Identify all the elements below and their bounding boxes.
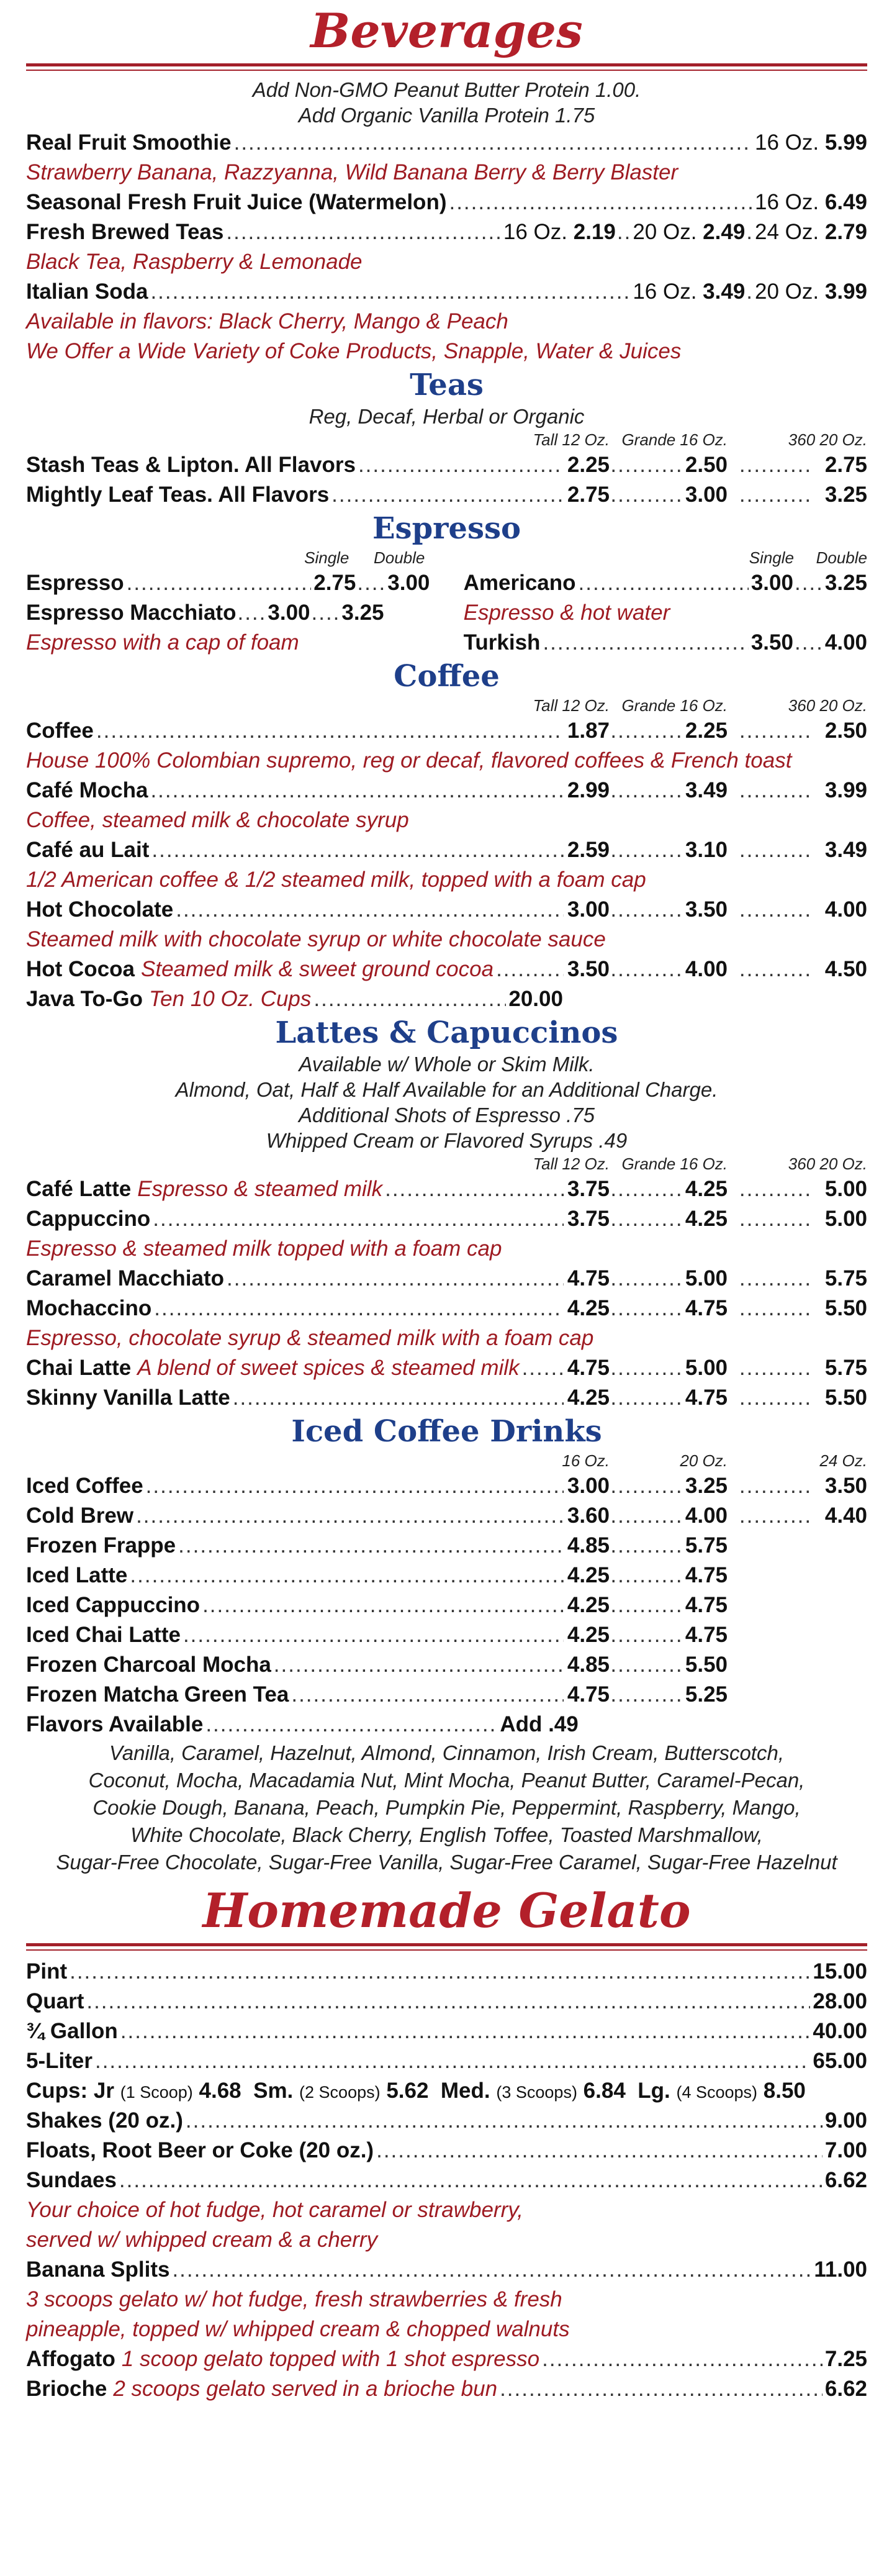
leader-dots [70, 1957, 810, 1987]
price-group [566, 1471, 867, 1501]
leader-dots: .......... [610, 1474, 683, 1498]
item-price-value: 9.00 [824, 2108, 867, 2133]
item-inline-desc: A blend of sweet spices & steamed milk [137, 1356, 520, 1380]
leader-dots: .......... [610, 778, 683, 802]
item-price: 3.50 [567, 957, 610, 981]
menu-row [26, 2046, 867, 2076]
item-name: Frozen Charcoal Mocha [26, 1653, 271, 1677]
item-price: 4.85 [567, 1533, 610, 1558]
item-price: 5.50 [824, 1296, 867, 1320]
item-inline-desc: Espresso & steamed milk [137, 1177, 383, 1201]
menu-row [26, 1264, 867, 1294]
item-price-value: 40.00 [813, 2019, 867, 2043]
teas-size-header: Tall 12 Oz. Grande 16 Oz. 360 20 Oz. [533, 430, 867, 449]
price-group [566, 835, 867, 865]
item-name: Floats, Root Beer or Coke (20 oz.) [26, 2138, 374, 2162]
item-price: 2.99 [567, 778, 610, 802]
leader-dots: .......... [610, 483, 683, 507]
item-price: 4.25 [567, 1386, 610, 1410]
empty-col [728, 1680, 867, 1710]
smoothie-desc: Strawberry Banana, Razzyanna, Wild Banana Berry & Berry Blaster [26, 160, 678, 184]
menu-row-cups: Cups: Jr (1 Scoop) 4.68 Sm. (2 Scoops) 5.62 Med. (3 Scoops) 6.84 Lg. (4 Scoops) 8.50 [26, 2079, 806, 2103]
menu-row [26, 1987, 867, 2016]
item-price: 4.25 [567, 1623, 610, 1647]
teas-desc: Black Tea, Raspberry & Lemonade [26, 250, 363, 274]
item-price: 5.00 [685, 1266, 728, 1290]
menu-row-americano: Americano ..... 3.00 .... 3.25 [464, 568, 867, 598]
item-price: 4.00 [685, 957, 728, 981]
gelato-rule [26, 1943, 867, 1951]
item-price: 4.75 [685, 1593, 728, 1617]
menu-row [26, 2136, 867, 2166]
leader-dots: .......... [610, 1296, 683, 1320]
price-group [566, 776, 867, 805]
leader-dots [130, 1561, 564, 1590]
menu-row [26, 1680, 867, 1710]
item-price: 4.50 [824, 957, 867, 981]
menu-row-flavors: Flavors Available ..... Add .49 [26, 1710, 867, 1739]
item-price [813, 2016, 867, 2046]
price-group [566, 1353, 867, 1383]
item-price: 2.50 [824, 719, 867, 743]
leader-dots [146, 1471, 564, 1501]
menu-row [26, 2106, 867, 2136]
price-group [566, 450, 867, 480]
menu-row [26, 776, 867, 805]
price-group [566, 1590, 867, 1620]
item-name: Hot Chocolate [26, 897, 174, 922]
leader-dots [186, 2106, 823, 2136]
leader-dots: .......... [739, 957, 813, 981]
menu-row [26, 1620, 867, 1650]
leader-dots [233, 1383, 564, 1413]
item-price: 2.25 [685, 719, 728, 743]
menu-row-espresso-macchiato: Espresso Macchiato .... 3.00 .... 3.25 [26, 601, 384, 625]
item-price-value: 65.00 [813, 2049, 867, 2073]
item-price: 4.25 [685, 1177, 728, 1201]
item-price: 4.25 [567, 1296, 610, 1320]
item-price: 4.75 [685, 1623, 728, 1647]
leader-dots [150, 776, 564, 805]
flavor-list: Vanilla, Caramel, Hazelnut, Almond, Cinnamon, Irish Cream, Butterscotch, Coconut, Mocha, Macadamia Nut, Mint Mocha, Peanut Butter, Caramel-Pecan, Cookie Dough, Banana, Peach, Pumpkin Pie, Peppermint, Raspberry, Mango, White Chocolate, Black Cherry, English Toffee, Toasted Marshmallow, Sugar-Free Chocolate, Sugar-Free Vanilla, Sugar-Free Caramel, Sugar-Free Hazelnut [56, 1741, 837, 1874]
menu-row [26, 450, 867, 480]
price-group [566, 1531, 867, 1561]
espresso-title: Espresso [372, 511, 521, 546]
split-desc-1: 3 scoops gelato w/ hot fudge, fresh strawberries & fresh [26, 2287, 562, 2311]
item-price [825, 2136, 867, 2166]
leader-dots [522, 1353, 564, 1383]
leader-dots [86, 1987, 810, 2016]
item-price: 5.50 [824, 1386, 867, 1410]
leader-dots [358, 450, 564, 480]
leader-dots [227, 1264, 564, 1294]
price-group [566, 480, 867, 510]
leader-dots: .......... [610, 1533, 683, 1558]
leader-dots: .......... [610, 1503, 683, 1528]
iced-title: Iced Coffee Drinks [291, 1414, 602, 1449]
beverages-rule [26, 63, 867, 71]
price-group [566, 1620, 867, 1650]
price-group [566, 716, 867, 746]
item-price: 2.75 [567, 483, 610, 507]
item-price-value: 6.62 [824, 2168, 867, 2192]
leader-dots [176, 895, 564, 925]
leader-dots: .......... [610, 1177, 683, 1201]
menu-row-brioche: Brioche 2 scoops gelato served in a brioche bun ..... 6.62 [26, 2374, 867, 2404]
leader-dots [496, 955, 564, 984]
item-desc: Steamed milk with chocolate syrup or white chocolate sauce [26, 927, 606, 951]
item-name: Skinny Vanilla Latte [26, 1386, 230, 1410]
menu-row-smoothie: Real Fruit Smoothie ..... 16 Oz. 5.99 [26, 128, 867, 158]
item-price: 1.87 [567, 719, 610, 743]
empty-col [728, 1620, 867, 1650]
menu-row [26, 1383, 867, 1413]
item-name: Cappuccino [26, 1207, 151, 1231]
leader-dots [120, 2016, 811, 2046]
item-price: 5.75 [824, 1356, 867, 1380]
leader-dots [178, 1531, 564, 1561]
leader-dots: .......... [610, 1623, 683, 1647]
item-price: 3.49 [685, 778, 728, 802]
item-price-value: 7.00 [824, 2138, 867, 2162]
empty-col [728, 1650, 867, 1680]
item-price: 2.59 [567, 838, 610, 862]
price-group [566, 1204, 867, 1234]
item-name: Stash Teas & Lipton. All Flavors [26, 453, 356, 477]
leader-dots [291, 1680, 564, 1710]
item-name: ¾ Gallon [26, 2019, 118, 2043]
item-desc: Espresso & steamed milk topped with a foam cap [26, 1236, 502, 1261]
item-desc: 1/2 American coffee & 1/2 steamed milk, topped with a foam cap [26, 868, 646, 892]
menu-row-java-to-go: Java To-Go Ten 10 Oz. Cups ..... 20.00 [26, 984, 867, 1014]
leader-dots [183, 1620, 564, 1650]
leader-dots: .......... [739, 897, 813, 922]
item-price: 4.25 [567, 1563, 610, 1587]
item-price: 3.00 [685, 483, 728, 507]
leader-dots: .......... [739, 1266, 813, 1290]
item-price: 3.60 [567, 1503, 610, 1528]
item-price: 4.25 [567, 1593, 610, 1617]
item-price: 3.25 [685, 1474, 728, 1498]
item-price: 4.75 [567, 1682, 610, 1707]
empty-col [728, 1531, 867, 1561]
menu-row-teas: Fresh Brewed Teas ..... 16 Oz. 2.19 .. 20 Oz. 2.49 . 24 Oz. 2.79 [26, 217, 867, 247]
item-price: 3.10 [685, 838, 728, 862]
menu-page [26, 0, 867, 2404]
item-name: Mochaccino [26, 1296, 152, 1320]
macchiato-desc: Espresso with a cap of foam [26, 630, 299, 655]
sundae-desc-2: served w/ whipped cream & a cherry [26, 2228, 378, 2252]
item-desc: Espresso, chocolate syrup & steamed milk with a foam cap [26, 1326, 594, 1350]
menu-row [26, 895, 867, 925]
item-name: Hot Cocoa [26, 957, 135, 981]
item-price: 5.25 [685, 1682, 728, 1707]
menu-row [26, 1531, 867, 1561]
leader-dots [274, 1650, 564, 1680]
item-price: 4.85 [567, 1653, 610, 1677]
item-name: Café au Lait [26, 838, 150, 862]
leader-dots: .......... [610, 1207, 683, 1231]
leader-dots [136, 1501, 564, 1531]
protein-note-2: Add Organic Vanilla Protein 1.75 [298, 104, 595, 127]
item-price: 2.50 [685, 453, 728, 477]
item-price: 4.00 [685, 1503, 728, 1528]
item-price: 2.25 [567, 453, 610, 477]
espresso-columns [26, 547, 867, 658]
leader-dots [151, 835, 564, 865]
menu-row [26, 1174, 867, 1204]
item-price: 4.75 [567, 1266, 610, 1290]
leader-dots: .......... [739, 1474, 813, 1498]
item-name: Iced Coffee [26, 1474, 143, 1498]
espresso-right-col [464, 547, 867, 658]
lattes-note-3: Additional Shots of Espresso .75 [299, 1104, 595, 1127]
item-name: Quart [26, 1989, 84, 2013]
teas-note: Reg, Decaf, Herbal or Organic [309, 405, 585, 428]
item-name: Frozen Frappe [26, 1533, 176, 1558]
empty-col [728, 1590, 867, 1620]
item-name: Pint [26, 1959, 68, 1984]
price-group [566, 1264, 867, 1294]
menu-row [26, 1590, 867, 1620]
leader-dots: .......... [610, 1653, 683, 1677]
price-group [566, 955, 867, 984]
item-inline-desc: Steamed milk & sweet ground cocoa [141, 957, 494, 981]
americano-desc: Espresso & hot water [463, 601, 670, 625]
menu-row-soda: Italian Soda ..... 16 Oz. 3.49 . 20 Oz. 3.99 [26, 277, 867, 307]
leader-dots [95, 2046, 810, 2076]
menu-row-turkish: Turkish ..... 3.50 .... 4.00 [464, 628, 867, 658]
espresso-left-header: Single Double [304, 548, 425, 567]
coffee-size-header: Tall 12 Oz. Grande 16 Oz. 360 20 Oz. [533, 696, 867, 715]
item-name: Caramel Macchiato [26, 1266, 225, 1290]
leader-dots [202, 1590, 564, 1620]
leader-dots: .......... [610, 719, 683, 743]
leader-dots: .......... [739, 1296, 813, 1320]
item-name: Sundaes [26, 2168, 117, 2192]
item-price: 5.75 [824, 1266, 867, 1290]
price-group [566, 1174, 867, 1204]
item-price: 5.00 [824, 1207, 867, 1231]
leader-dots: .......... [739, 1356, 813, 1380]
item-price: 3.50 [824, 1474, 867, 1498]
item-name: Mightly Leaf Teas. All Flavors [26, 483, 330, 507]
item-price: 5.00 [824, 1177, 867, 1201]
leader-dots: .......... [610, 838, 683, 862]
leader-dots: .......... [739, 1386, 813, 1410]
item-name: Iced Chai Latte [26, 1623, 181, 1647]
item-price [825, 2106, 867, 2136]
menu-row-affogato: Affogato 1 scoop gelato topped with 1 shot espresso ..... 7.25 [26, 2344, 867, 2374]
price-group [566, 1650, 867, 1680]
item-price-value: 15.00 [813, 1959, 867, 1984]
leader-dots: .......... [739, 483, 813, 507]
price-group [566, 1501, 867, 1531]
menu-row [26, 1353, 867, 1383]
leader-dots [96, 716, 564, 746]
item-price: 4.00 [824, 897, 867, 922]
item-price: 3.75 [567, 1177, 610, 1201]
price-group [566, 895, 867, 925]
menu-row-banana-split: Banana Splits ..... 11.00 [26, 2255, 867, 2285]
menu-row [26, 716, 867, 746]
menu-row [26, 1294, 867, 1323]
leader-dots [385, 1174, 564, 1204]
item-price [813, 2046, 867, 2076]
menu-row [26, 1957, 867, 1987]
item-price-value: 28.00 [813, 1989, 867, 2013]
espresso-left-col [26, 547, 430, 658]
item-price: 4.25 [685, 1207, 728, 1231]
item-name: Chai Latte [26, 1356, 132, 1380]
soda-desc-2: We Offer a Wide Variety of Coke Products, Snapple, Water & Juices [26, 339, 682, 363]
lattes-size-header: Tall 12 Oz. Grande 16 Oz. 360 20 Oz. [533, 1154, 867, 1173]
teas-title: Teas [410, 368, 484, 402]
item-price [813, 1987, 867, 2016]
leader-dots: .......... [610, 1563, 683, 1587]
menu-row [26, 1650, 867, 1680]
leader-dots [376, 2136, 823, 2166]
price-group [566, 1383, 867, 1413]
item-desc: House 100% Colombian supremo, reg or decaf, flavored coffees & French toast [26, 748, 792, 773]
menu-row [26, 1561, 867, 1590]
item-price [825, 2166, 867, 2195]
item-price: 3.00 [567, 1474, 610, 1498]
item-name: Shakes (20 oz.) [26, 2108, 183, 2133]
lattes-note-2: Almond, Oat, Half & Half Available for an Additional Charge. [175, 1078, 718, 1101]
item-price: 3.49 [824, 838, 867, 862]
item-price: 5.00 [685, 1356, 728, 1380]
item-name: Café Mocha [26, 778, 148, 802]
item-name: Frozen Matcha Green Tea [26, 1682, 289, 1707]
leader-dots: .......... [739, 453, 813, 477]
item-price: 4.75 [685, 1386, 728, 1410]
item-price: 3.25 [824, 483, 867, 507]
split-desc-2: pineapple, topped w/ whipped cream & chopped walnuts [26, 2317, 570, 2341]
leader-dots: .......... [610, 1356, 683, 1380]
empty-col [728, 1561, 867, 1590]
leader-dots: .......... [739, 719, 813, 743]
menu-row [26, 2016, 867, 2046]
leader-dots: .......... [739, 1207, 813, 1231]
item-price: 3.50 [685, 897, 728, 922]
menu-row [26, 2166, 867, 2195]
leader-dots: .......... [739, 1503, 813, 1528]
leader-dots: .......... [610, 1593, 683, 1617]
item-price: 2.75 [824, 453, 867, 477]
leader-dots: .......... [610, 957, 683, 981]
item-price: 3.00 [567, 897, 610, 922]
leader-dots: .......... [739, 778, 813, 802]
item-price: 4.75 [685, 1563, 728, 1587]
leader-dots: .......... [739, 838, 813, 862]
leader-dots [119, 2166, 823, 2195]
item-name: Cold Brew [26, 1503, 134, 1528]
iced-size-header: 16 Oz. 20 Oz. 24 Oz. [562, 1451, 867, 1470]
menu-row [26, 1471, 867, 1501]
menu-row [26, 955, 867, 984]
sundae-desc-1: Your choice of hot fudge, hot caramel or strawberry, [26, 2198, 523, 2222]
item-name: 5-Liter [26, 2049, 92, 2073]
menu-row-juice: Seasonal Fresh Fruit Juice (Watermelon) ..... 16 Oz. 6.49 [26, 188, 867, 217]
leader-dots: .......... [610, 1266, 683, 1290]
leader-dots [153, 1204, 564, 1234]
menu-row [26, 480, 867, 510]
gelato-title: Homemade Gelato [202, 1883, 691, 1938]
price-group [566, 1561, 867, 1590]
item-price: 5.50 [685, 1653, 728, 1677]
price-group [566, 1294, 867, 1323]
menu-row [26, 835, 867, 865]
beverages-title: Beverages [310, 3, 583, 58]
leader-dots [154, 1294, 564, 1323]
lattes-note-4: Whipped Cream or Flavored Syrups .49 [266, 1129, 628, 1152]
price-group [566, 1680, 867, 1710]
menu-row [26, 1204, 867, 1234]
coffee-title: Coffee [394, 659, 500, 694]
espresso-right-header: Single Double [749, 548, 867, 567]
menu-row-espresso: Espresso ..... 2.75 .... 3.00 [26, 568, 430, 598]
lattes-note-1: Available w/ Whole or Skim Milk. [299, 1053, 595, 1076]
item-price: 4.40 [824, 1503, 867, 1528]
lattes-title: Lattes & Capuccinos [275, 1015, 618, 1050]
menu-row [26, 1501, 867, 1531]
leader-dots: .......... [610, 453, 683, 477]
leader-dots: .......... [610, 1386, 683, 1410]
item-name: Coffee [26, 719, 94, 743]
item-name: Iced Latte [26, 1563, 128, 1587]
protein-note-1: Add Non-GMO Peanut Butter Protein 1.00. [252, 78, 641, 101]
item-price: 3.99 [824, 778, 867, 802]
leader-dots [331, 480, 564, 510]
item-price [813, 1957, 867, 1987]
item-name: Iced Cappuccino [26, 1593, 201, 1617]
soda-desc-1: Available in flavors: Black Cherry, Mango & Peach [26, 309, 508, 333]
leader-dots: .......... [610, 897, 683, 922]
item-price: 4.75 [685, 1296, 728, 1320]
item-price: 4.75 [567, 1356, 610, 1380]
item-name: Café Latte [26, 1177, 132, 1201]
leader-dots: .......... [610, 1682, 683, 1707]
leader-dots: .......... [739, 1177, 813, 1201]
item-desc: Coffee, steamed milk & chocolate syrup [26, 808, 409, 832]
item-price: 3.75 [567, 1207, 610, 1231]
item-price: 5.75 [685, 1533, 728, 1558]
